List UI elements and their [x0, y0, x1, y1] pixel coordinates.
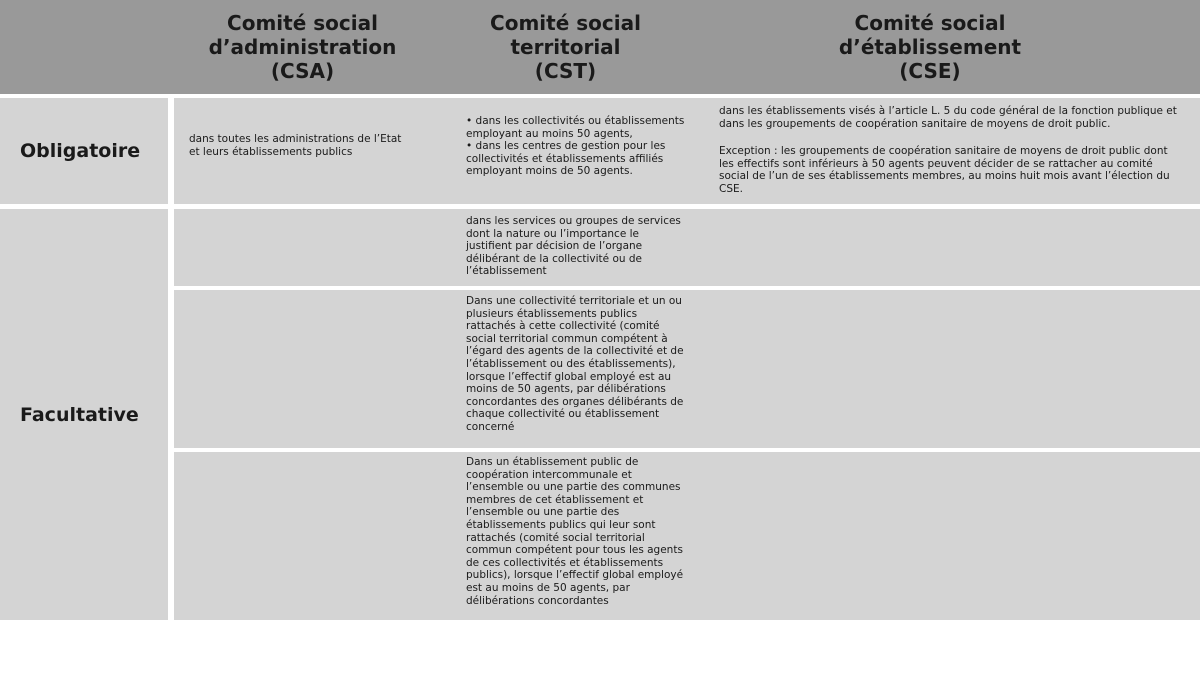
row-label-facultative: [0, 209, 168, 620]
row-facultative-sub-2: [174, 290, 1200, 448]
header-cse: Comité social d’établissement (CSE): [838, 11, 1022, 83]
row-label-text: Obligatoire: [20, 140, 141, 162]
facultative-cst-text-2: Dans une collectivité territoriale et un ou plusieurs établissements publics rattachés à cette collectivité (comité social territorial commun compétent à l’égard des agents de la collectivité et de l’établissement ou des établissements), lorsque l’effectif global employé est au moins de 50 agents, par délibérations concordantes des organes délibérants de chaque collectivité ou établissement concerné: [466, 295, 684, 433]
facultative-cst-text-3: Dans un établissement public de coopération intercommunale et l’ensemble ou une partie des communes membres de cet établissement et l’ensemble ou une partie des établissements publics qui leur sont rattachés (comité social territorial commun compétent pour tous les agents de ces collectivités et établissements publics), lorsque l’effectif global employé est au moins de 50 agents, par délibérations concordantes: [466, 456, 684, 607]
row-facultative-sub-3: [174, 452, 1200, 620]
header-csa: Comité social d’administration (CSA): [208, 11, 397, 83]
obligatoire-csa-text: dans toutes les administrations de l’Etat et leurs établissements publics: [189, 133, 402, 158]
row-label-text: Facultative: [20, 403, 139, 426]
obligatoire-cse-text-1: dans les établissements visés à l’article L. 5 du code général de la fonction publique et dans les groupements de coopération sanitaire de moyens de droit public.: [719, 105, 1177, 130]
facultative-cst-text-1: dans les services ou groupes de services dont la nature ou l’importance le justifient par décision de l’organe délibérant de la collectivité ou de l’établissement: [466, 215, 681, 278]
row-facultative-sub-1: [174, 209, 1200, 286]
obligatoire-cse-text-2: Exception : les groupements de coopération sanitaire de moyens de droit public dont les effectifs sont inférieurs à 50 agents peuvent décider de se rattacher au comité social de l’un de ses établissements membres, au moins huit mois avant l’élection du CSE.: [719, 145, 1170, 195]
obligatoire-cst-text: • dans les collectivités ou établissements employant au moins 50 agents, • dans les centres de gestion pour les collectivités et établissements affiliés employant moins de 50 agents.: [466, 115, 685, 178]
header-cst: Comité social territorial (CST): [490, 11, 641, 83]
row-label-obligatoire: [0, 98, 168, 204]
